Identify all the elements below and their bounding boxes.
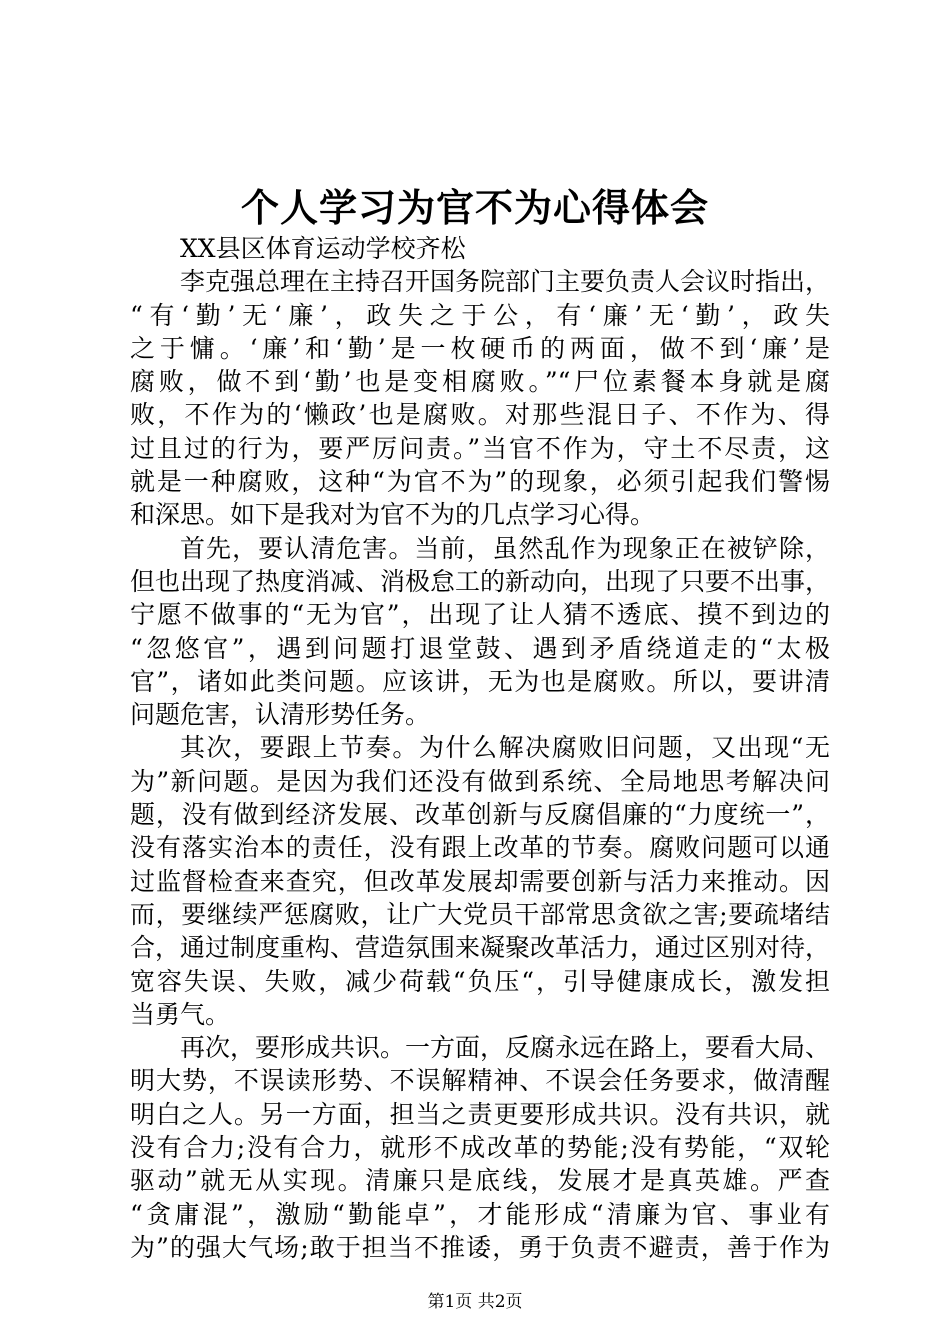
body-line: 驱动”就无从实现。清廉只是底线，发展才是真英雄。严查: [130, 1166, 830, 1196]
body-line: 就是一种腐败，这种“为官不为”的现象，必须引起我们警惕: [130, 467, 830, 497]
body-line: 没有落实治本的责任，没有跟上改革的节奏。腐败问题可以通: [130, 833, 830, 863]
body-line: 宁愿不做事的“无为官”，出现了让人猜不透底、摸不到边的: [130, 600, 830, 630]
body-line: 过且过的行为，要严厉问责。”当官不作为，守土不尽责，这: [130, 433, 830, 463]
body-line: 过监督检查来查究，但改革发展却需要创新与活力来推动。因: [130, 866, 830, 896]
body-line: 败，不作为的‘懒政’也是腐败。对那些混日子、不作为、得: [130, 400, 830, 430]
body-line: 而，要继续严惩腐败，让广大党员干部常思贪欲之害;要疏堵结: [130, 899, 830, 929]
body-line: 宽容失误、失败，减少荷载“负压“，引导健康成长，激发担: [130, 966, 830, 996]
body-line: 当勇气。: [130, 999, 231, 1029]
body-line: “忽悠官”，遇到问题打退堂鼓、遇到矛盾绕道走的“太极: [130, 633, 830, 663]
body-line: 官”，诸如此类问题。应该讲，无为也是腐败。所以，要讲清: [130, 666, 830, 696]
body-line: “有‘勤’无‘廉’，政失之于公，有‘廉’无‘勤’，政失: [130, 300, 830, 330]
body-line: 合，通过制度重构、营造氛围来凝聚改革活力，通过区别对待，: [130, 933, 830, 963]
body-line: 为”的强大气场;敢于担当不推诿，勇于负责不避责，善于作为: [130, 1232, 830, 1262]
body-line: 和深思。如下是我对为官不为的几点学习心得。: [130, 500, 656, 530]
body-line: 明白之人。另一方面，担当之责更要形成共识。没有共识，就: [130, 1099, 830, 1129]
body-line: 首先，要认清危害。当前，虽然乱作为现象正在被铲除，: [180, 533, 830, 563]
body-line: 再次，要形成共识。一方面，反腐永远在路上，要看大局、: [180, 1033, 830, 1063]
body-line: 没有合力;没有合力，就形不成改革的势能;没有势能，“双轮: [130, 1133, 830, 1163]
body-line: XX县区体育运动学校齐松: [180, 234, 466, 263]
body-line: 之于慵。‘廉’和‘勤’是一枚硬币的两面，做不到‘廉’是: [130, 333, 830, 363]
body-line: 为”新问题。是因为我们还没有做到系统、全局地思考解决问: [130, 766, 830, 796]
document-title: 个人学习为官不为心得体会: [240, 185, 709, 230]
body-line: 李克强总理在主持召开国务院部门主要负责人会议时指出，: [180, 267, 830, 297]
body-line: 腐败，做不到‘勤’也是变相腐败。”“尸位素餐本身就是腐: [130, 367, 830, 397]
body-line: 明大势，不误读形势、不误解精神、不误会任务要求，做清醒: [130, 1066, 830, 1096]
body-line: 题，没有做到经济发展、改革创新与反腐倡廉的“力度统一”，: [130, 800, 830, 830]
body-line: 问题危害，认清形势任务。: [130, 700, 431, 730]
page-number: 第1页 共2页: [427, 1292, 523, 1312]
body-line: “贪庸混”，激励“勤能卓”，才能形成“清廉为官、事业有: [130, 1199, 830, 1229]
body-line: 其次，要跟上节奏。为什么解决腐败旧问题，又出现“无: [180, 733, 830, 763]
document-body: [130, 232, 830, 1264]
body-line: 但也出现了热度消减、消极怠工的新动向，出现了只要不出事，: [130, 566, 830, 596]
